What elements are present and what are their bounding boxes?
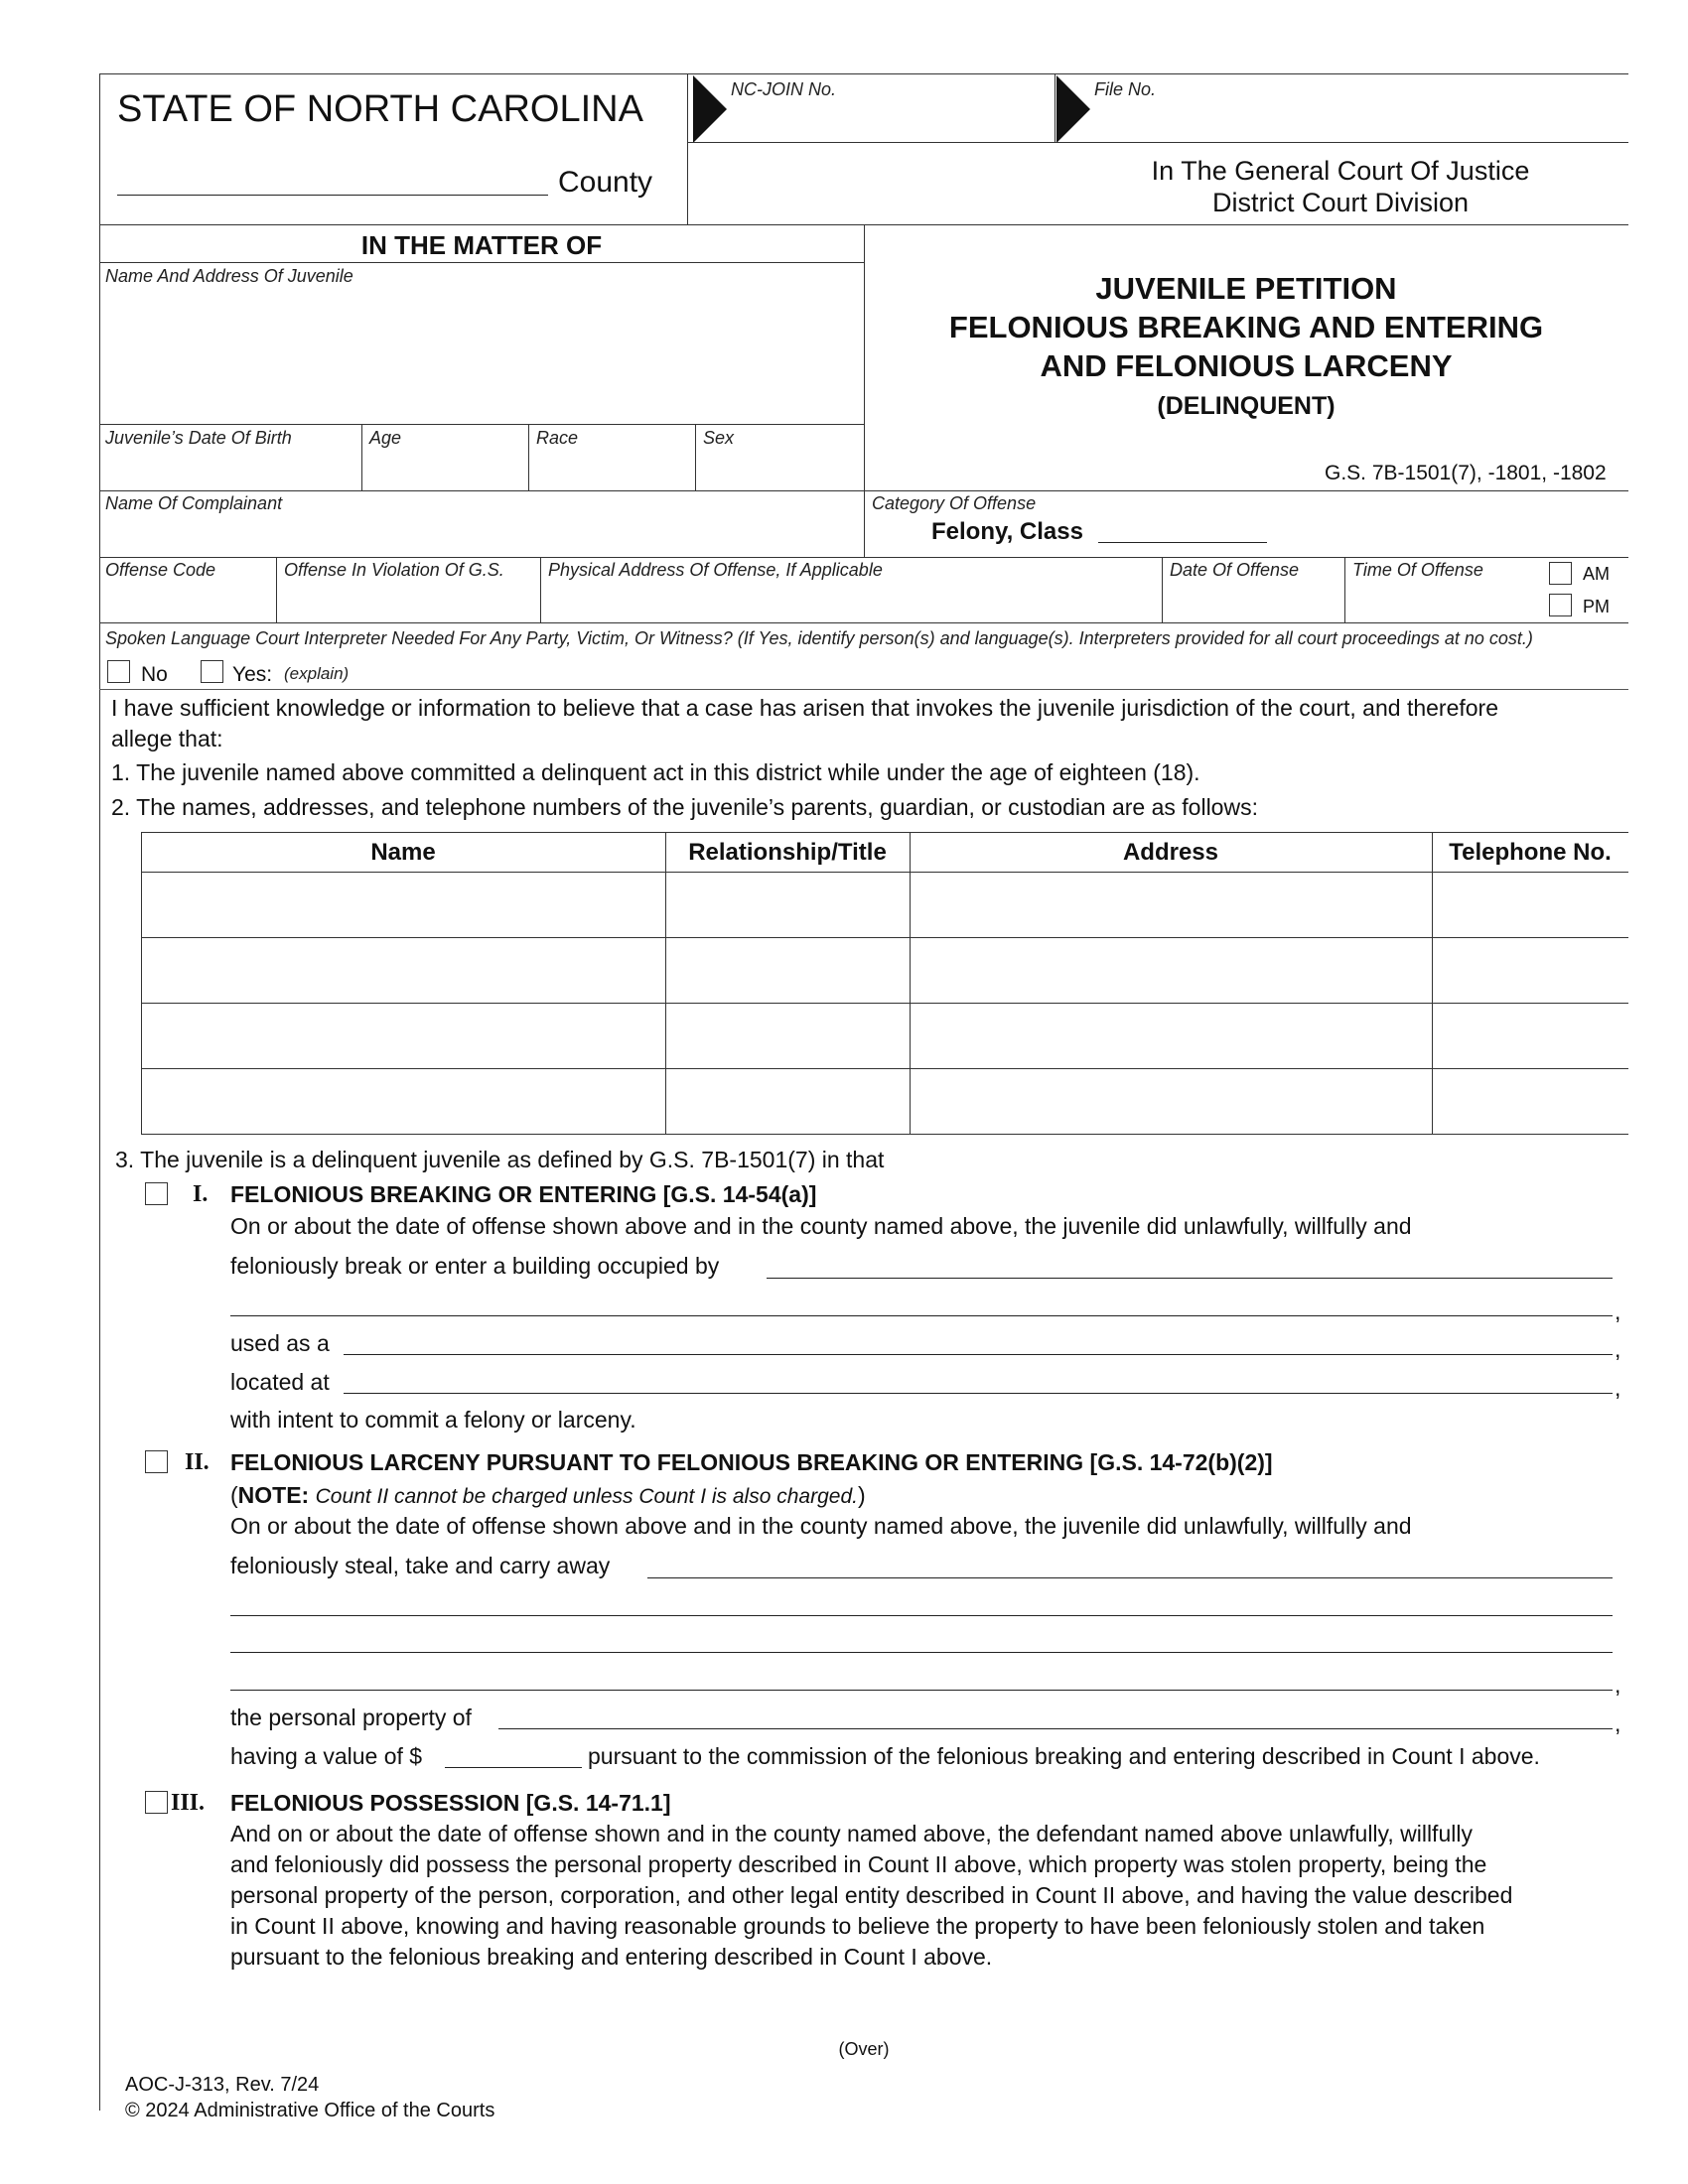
count2-note-text: Count II cannot be charged unless Count I is also charged. [315,1485,858,1508]
table-row-line [141,1068,1628,1069]
court-line2: District Court Division [1211,188,1470,217]
item-1: 1. The juvenile named above committed a delinquent act in this district while under the age of eighteen (18). [111,759,1200,785]
count2-line2: feloniously steal, take and carry away [230,1553,611,1578]
offense-violation-label: Offense In Violation Of G.S. [284,560,504,580]
item-2: 2. The names, addresses, and telephone numbers of the juvenile’s parents, guardian, or custodian are as follows: [111,794,1258,820]
intro-line2: allege that: [111,726,223,751]
interpreter-no-label: No [141,663,168,686]
count2-property-of-label: the personal property of [230,1705,472,1730]
race-label: Race [536,428,579,448]
offense-code-divider [276,557,277,622]
title-line4: (DELINQUENT) [1157,392,1336,420]
complainant-label: Name Of Complainant [105,493,283,513]
interpreter-no-checkbox[interactable] [107,660,130,683]
count2-comma: , [1615,1710,1621,1736]
count1-used-as-field[interactable] [344,1354,1613,1355]
interpreter-question: Spoken Language Court Interpreter Needed For Any Party, Victim, Or Witness? (If Yes, identify person(s) and language(s). Interpreters provided for all court proceedings at no cost.) [105,628,1533,648]
count1-checkbox[interactable] [145,1182,168,1205]
statute-ref: G.S. 7B-1501(7), -1801, -1802 [1325,462,1607,484]
table-col-line [141,832,142,1134]
table-header-relationship: Relationship/Title [688,839,887,866]
matter-title: IN THE MATTER OF [360,230,603,260]
count2-value-field[interactable] [445,1767,582,1768]
interpreter-yes-checkbox[interactable] [201,660,223,683]
count3-line5: pursuant to the felonious breaking and entering described in Count I above. [230,1944,993,1970]
state-title: STATE OF NORTH CAROLINA [117,88,643,130]
count2-title: FELONIOUS LARCENY PURSUANT TO FELONIOUS BREAKING OR ENTERING [G.S. 14-72(b)(2)] [230,1449,1273,1475]
category-label: Category Of Offense [872,493,1037,513]
felony-class-field[interactable] [1098,542,1267,543]
offense-code-label: Offense Code [105,560,216,580]
offense-date-divider [1344,557,1345,622]
count1-comma: , [1615,1375,1621,1401]
count1-title: FELONIOUS BREAKING OR ENTERING [G.S. 14-54(a)] [230,1181,817,1207]
table-top [141,832,1628,833]
count2-property-of-field[interactable] [498,1728,1613,1729]
count1-occupied-by-field[interactable] [767,1278,1613,1279]
offense-row-underline [99,622,1628,623]
age-divider [528,424,529,490]
matter-title-underline [99,262,864,263]
count3-numeral: III. [171,1790,206,1816]
count3-line3: personal property of the person, corporation, and other legal entity described in Count II above, and having the value described [230,1882,1513,1908]
interpreter-explain-label: (explain) [284,664,350,683]
complainant-underline [99,557,1628,558]
title-line3: AND FELONIOUS LARCENY [1040,348,1453,383]
offense-violation-divider [540,557,541,622]
count2-checkbox[interactable] [145,1450,168,1473]
file-no-arrow-icon [1056,75,1090,143]
age-label: Age [369,428,402,448]
title-line2: FELONIOUS BREAKING AND ENTERING [948,310,1544,344]
race-divider [695,424,696,490]
top-border [99,73,1628,74]
offense-time-label: Time Of Offense [1352,560,1483,580]
count1-intent: with intent to commit a felony or larceny. [230,1407,636,1433]
file-no-label: File No. [1094,79,1157,99]
sex-label: Sex [703,428,735,448]
pm-checkbox[interactable] [1549,594,1572,616]
offense-date-label: Date Of Offense [1170,560,1300,580]
item-3: 3. The juvenile is a delinquent juvenile as defined by G.S. 7B-1501(7) in that [115,1147,885,1172]
count2-comma: , [1615,1672,1621,1698]
table-col-line [910,832,911,1134]
count2-steal-field-3[interactable] [230,1652,1613,1653]
nc-join-label: NC-JOIN No. [731,79,837,99]
count1-used-as-label: used as a [230,1330,330,1356]
count2-numeral: II. [185,1449,210,1475]
form-number: AOC-J-313, Rev. 7/24 [125,2074,320,2096]
table-header-telephone: Telephone No. [1449,839,1612,866]
dob-label: Juvenile’s Date Of Birth [105,428,292,448]
table-bottom [141,1134,1628,1135]
offense-address-label: Physical Address Of Offense, If Applicable [548,560,883,580]
nc-join-arrow-icon [693,75,727,143]
am-label: AM [1583,564,1610,584]
count2-steal-field-2[interactable] [230,1615,1613,1616]
table-col-line [665,832,666,1134]
count3-line4: in Count II above, knowing and having reasonable grounds to believe the property to have been feloniously stolen and taken [230,1913,1485,1939]
juvenile-name-underline [99,424,864,425]
intro-line1: I have sufficient knowledge or information to believe that a case has arisen that invokes the juvenile jurisdiction of the court, and therefore [111,695,1499,721]
table-col-line [1432,832,1433,1134]
offense-address-divider [1162,557,1163,622]
am-checkbox[interactable] [1549,562,1572,585]
count2-pursuant: pursuant to the commission of the felonious breaking and entering described in Count I above. [588,1743,1540,1769]
count2-note-label: NOTE: [237,1482,310,1508]
count1-located-at-label: located at [230,1369,330,1395]
count1-comma: , [1615,1336,1621,1362]
table-header-name: Name [370,839,436,866]
count2-steal-field-4[interactable] [230,1690,1613,1691]
juvenile-name-address-label: Name And Address Of Juvenile [105,266,353,286]
copyright: © 2024 Administrative Office of the Courts [125,2100,495,2121]
dob-row-underline [99,490,1628,491]
table-row-line [141,1003,1628,1004]
title-line1: JUVENILE PETITION [1095,271,1397,306]
count1-occupied-by-field-2[interactable] [230,1315,1613,1316]
county-field[interactable] [117,195,548,196]
count1-numeral: I. [193,1181,209,1207]
dob-divider [361,424,362,490]
felony-class-label: Felony, Class [931,518,1083,545]
count2-steal-field[interactable] [647,1577,1613,1578]
nc-join-underline [687,142,1628,143]
left-border [99,73,100,2111]
court-line1: In The General Court Of Justice [1151,156,1530,186]
count2-line1: On or about the date of offense shown above and in the county named above, the juvenile did unlawfully, willfully and [230,1513,1412,1539]
count1-line1: On or about the date of offense shown above and in the county named above, the juvenile did unlawfully, willfully and [230,1213,1412,1239]
count3-checkbox[interactable] [145,1791,168,1814]
header-divider [687,73,688,224]
interpreter-yes-label: Yes: [232,663,273,686]
table-header-address: Address [1122,839,1219,866]
count3-line2: and feloniously did possess the personal property described in Count II above, which property was stolen property, being the [230,1851,1487,1877]
count1-located-at-field[interactable] [344,1393,1613,1394]
table-row-line [141,937,1628,938]
count3-line1: And on or about the date of offense shown and in the county named above, the defendant named above unlawfully, willfully [230,1821,1473,1846]
count3-title: FELONIOUS POSSESSION [G.S. 14-71.1] [230,1790,671,1816]
count2-note: (NOTE: Count II cannot be charged unless Count I is also charged.) [230,1482,866,1508]
county-label: County [558,166,653,199]
table-header-underline [141,872,1628,873]
count1-comma: , [1615,1298,1621,1324]
over-note: (Over) [838,2039,890,2059]
pm-label: PM [1583,597,1610,616]
count2-value-of-label: having a value of $ [230,1743,423,1769]
interpreter-underline [99,689,1628,690]
count1-line2: feloniously break or enter a building occupied by [230,1253,720,1279]
